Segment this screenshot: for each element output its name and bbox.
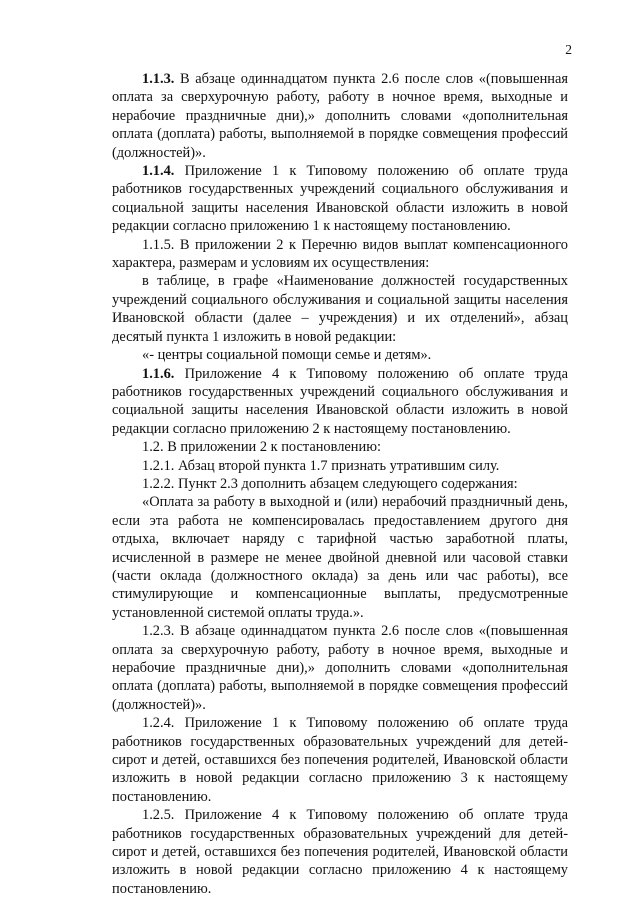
paragraph (112, 438, 568, 456)
paragraph-text: В приложении 2 к Перечню видов выплат компенсационного характера, размерам и условиям их осуществления: (112, 236, 568, 272)
paragraph-text: В абзаце одиннадцатом пункта 2.6 после слов «(повышенная оплата за сверхурочную работу, работу в ночное время, выходные и нерабочие праздничные дни),» дополнить словами «дополнительная оплата (доплата) работы, выполняемой в порядке совмещения профессий (должностей)». (112, 71, 568, 161)
paragraph-number: 1.2.1. (142, 457, 175, 474)
paragraph-number: 1.1.4. (142, 163, 175, 180)
paragraph-number: 1.1.3. (142, 71, 175, 87)
paragraph-text: в таблице, в графе «Наименование должностей государственных учреждений социального обслуживания и социальной защиты населения Ивановской области (далее – учреждения) и их отделений», абзац десятый пункта 1 изложить в новой редакции: (112, 273, 568, 345)
paragraph (112, 162, 568, 236)
paragraph-text: В абзаце одиннадцатом пункта 2.6 после слов «(повышенная оплата за сверхурочную работу, работу в ночное время, выходные и нерабочие праздничные дни),» дополнить словами «дополнительная оплата (доплата) работы, выполняемой в порядке совмещения профессий (должностей)». (112, 623, 568, 713)
paragraph (112, 365, 568, 439)
paragraph-number: 1.1.5. (142, 236, 175, 253)
paragraph-text: «Оплата за работу в выходной и (или) нерабочий праздничный день, если эта работа не компенсировалась предоставлением другого дня отдыха, включает наряду с тарифной частью заработной платы, исчисленной в размере не менее двойной дневной или часовой ставки (части оклада (должностного оклада) за день или час работы), все стимулирующие и компенсационные выплаты, предусмотренные установленной системой оплаты труда.». (112, 494, 568, 621)
paragraph-text: «- центры социальной помощи семье и детям». (142, 347, 432, 364)
paragraph-text: Приложение 4 к Типовому положению об оплате труда работников государственных учреждений социального обслуживания и социальной защиты населения Ивановской области изложить в новой редакции согласно приложению 2 к настоящему постановлению. (112, 365, 568, 437)
paragraph-number: 1.2.4. (142, 715, 175, 732)
paragraph (112, 346, 568, 364)
paragraph (112, 493, 568, 622)
paragraph (112, 272, 568, 346)
paragraph (112, 475, 568, 493)
paragraph-text: Приложение 1 к Типовому положению об оплате труда работников государственных образовательных учреждений для детей-сирот и детей, оставшихся без попечения родителей, Ивановской области изложить в новой редакции согласно приложению 3 к настоящему постановлению. (112, 715, 568, 805)
paragraph-number: 1.2.3. (142, 623, 175, 640)
paragraph-text: Пункт 2.3 дополнить абзацем следующего содержания: (174, 475, 518, 492)
paragraph (112, 806, 568, 898)
paragraph (112, 622, 568, 714)
paragraph-text: Приложение 1 к Типовому положению об оплате труда работников государственных учреждений социального обслуживания и социальной защиты населения Ивановской области изложить в новой редакции согласно приложению 1 к настоящему постановлению. (112, 163, 568, 235)
paragraph-number: 1.2.5. (142, 807, 175, 824)
paragraph (112, 714, 568, 806)
paragraph-number: 1.2. (142, 439, 164, 456)
paragraph (112, 70, 568, 162)
page-number: 2 (565, 42, 572, 57)
paragraph-number: 1.1.6. (142, 365, 175, 382)
paragraph-text: Абзац второй пункта 1.7 признать утратившим силу. (174, 457, 500, 474)
paragraph-text: В приложении 2 к постановлению: (163, 439, 381, 456)
document-body (112, 70, 568, 898)
paragraph-number: 1.2.2. (142, 475, 175, 492)
paragraph (112, 457, 568, 475)
paragraph-text: Приложение 4 к Типовому положению об оплате труда работников государственных образовательных учреждений для детей-сирот и детей, оставшихся без попечения родителей, Ивановской области изложить в новой редакции согласно приложению 4 к настоящему постановлению. (112, 807, 568, 897)
paragraph (112, 236, 568, 273)
